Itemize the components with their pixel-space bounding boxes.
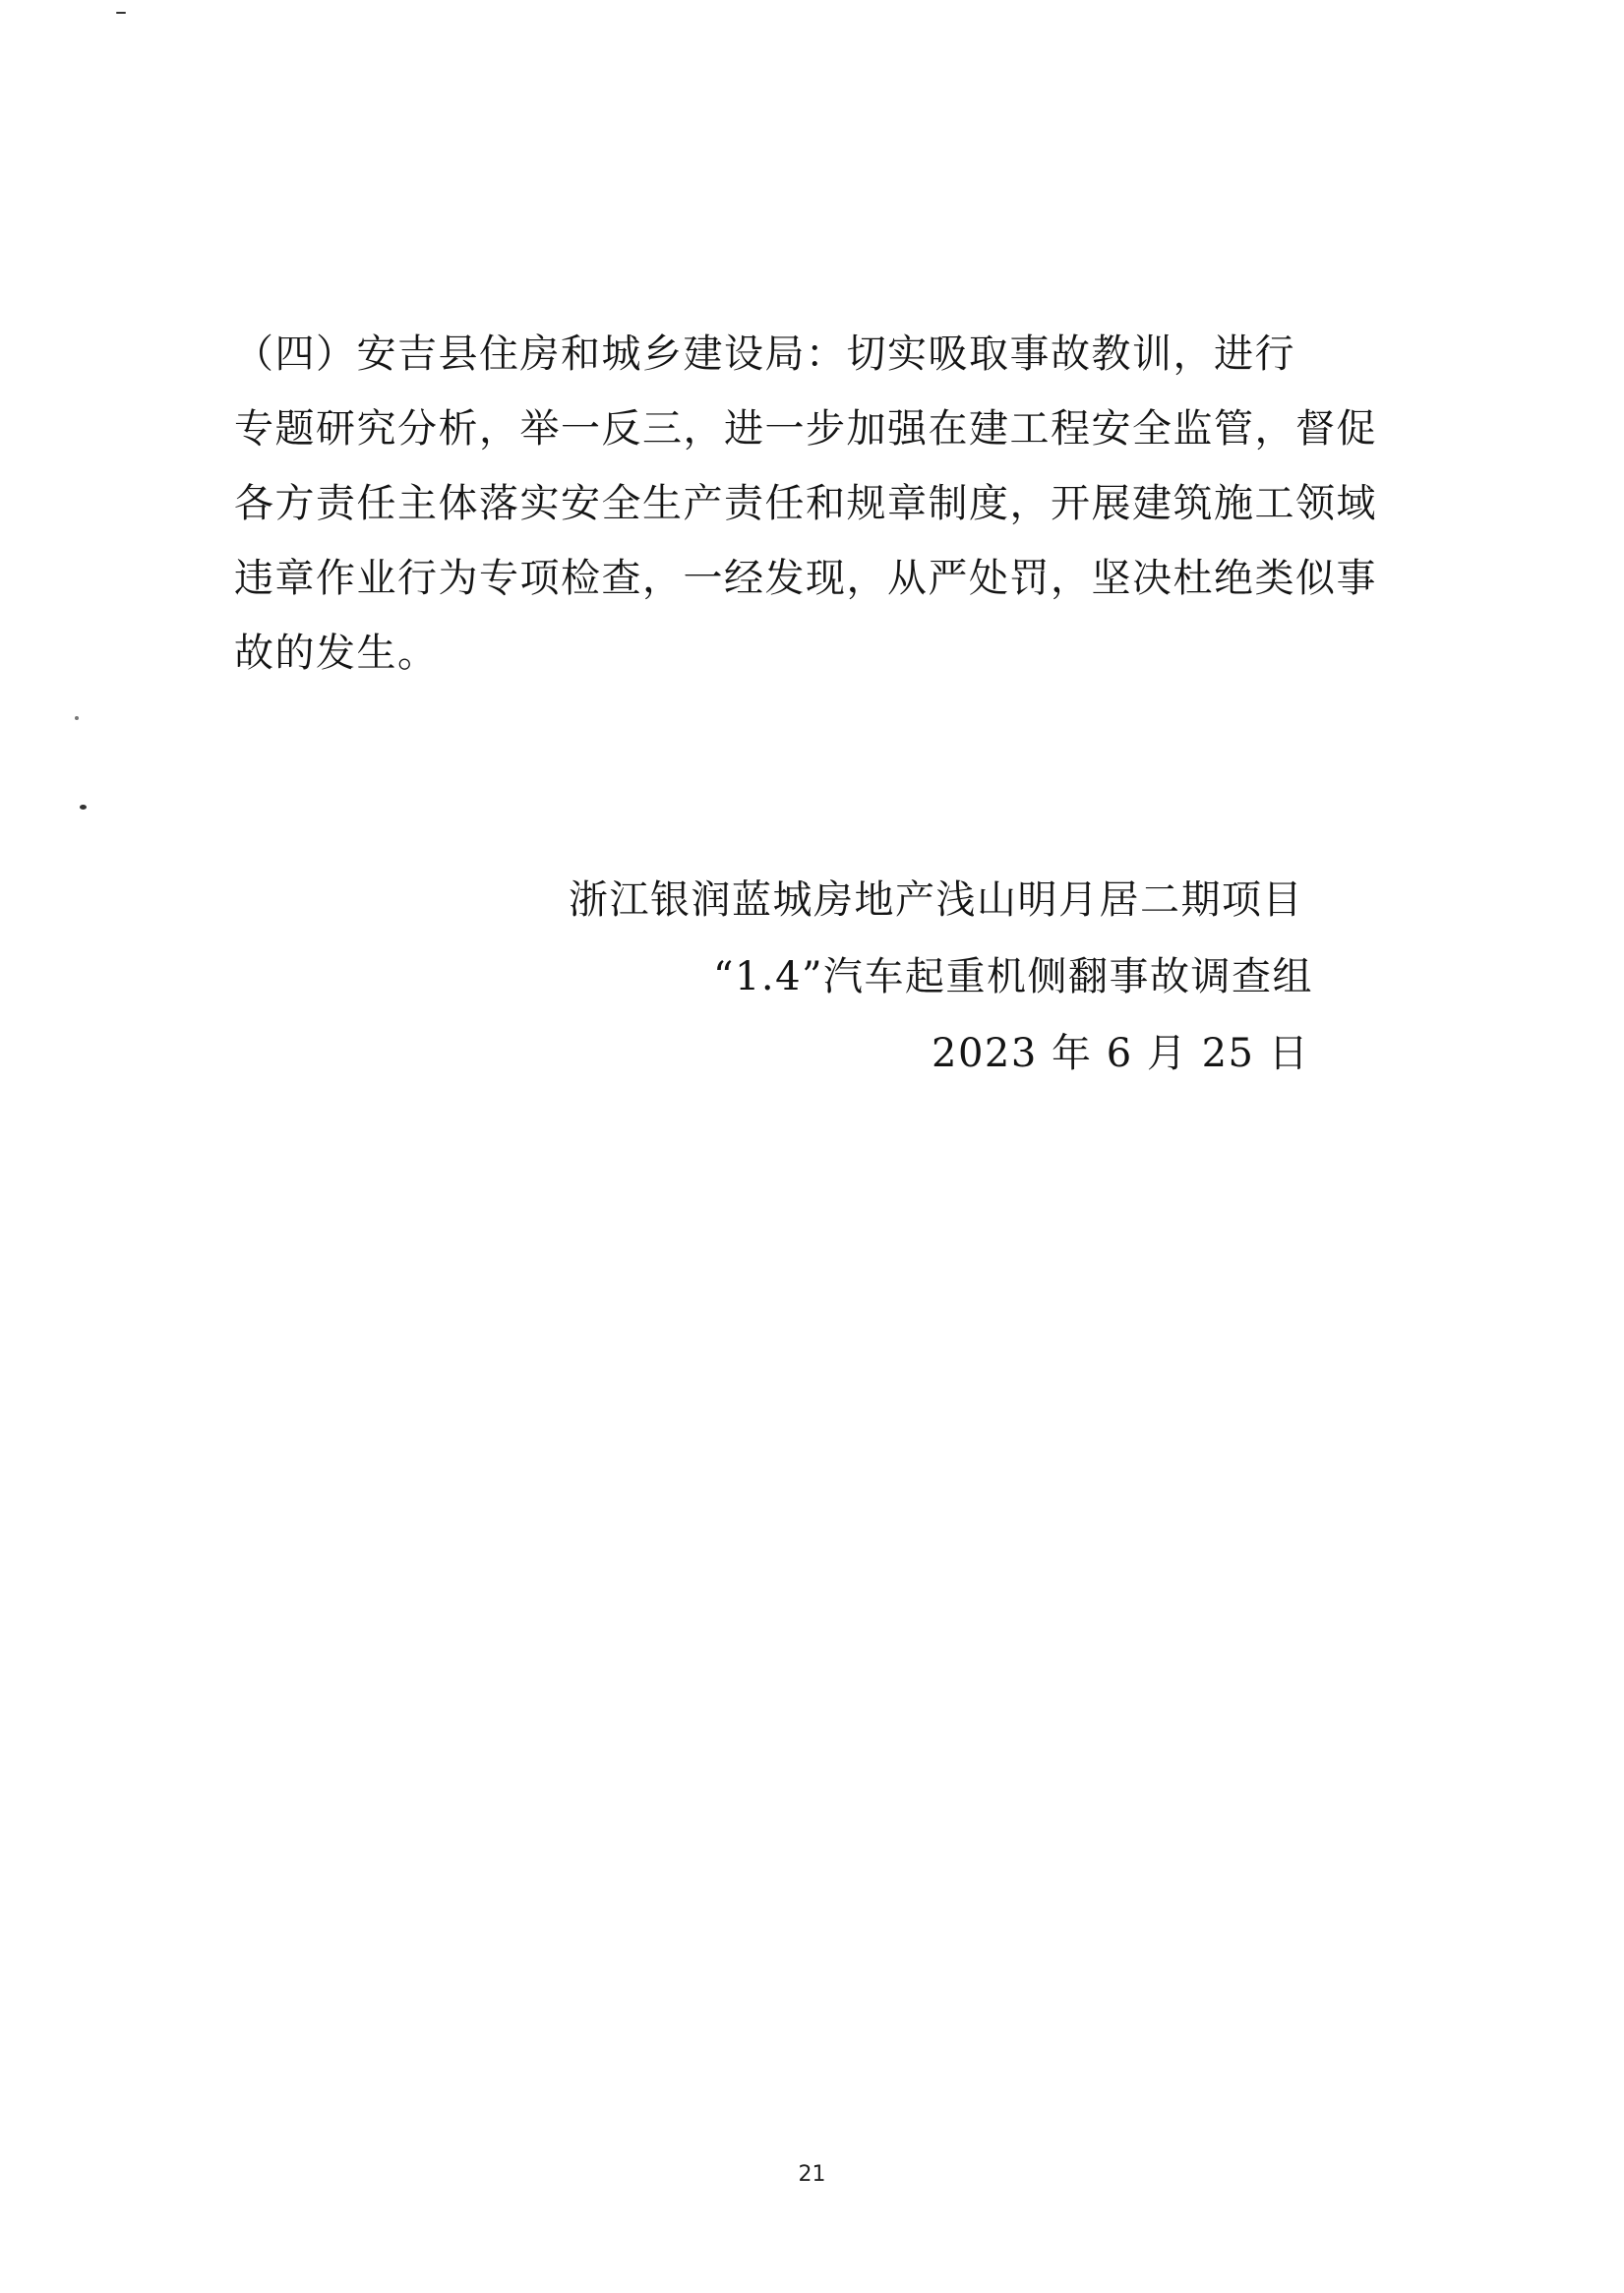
body-line: 专题研究分析，举一反三，进一步加强在建工程安全监管，督促: [234, 406, 1377, 452]
page-number: 21: [798, 2162, 826, 2187]
signature-organization: 浙江银润蓝城房地产浅山明月居二期项目: [569, 877, 1303, 923]
scan-speck: [80, 805, 87, 810]
body-line: 故的发生。: [234, 631, 439, 676]
body-line: 违章作业行为专项检查，一经发现，从严处罚，坚决杜绝类似事: [234, 556, 1377, 601]
body-paragraph: [234, 317, 1444, 691]
signature-date: 2023 年 6 月 25 日: [932, 1031, 1310, 1076]
scan-speck: [75, 716, 79, 720]
body-line: 各方责任主体落实安全生产责任和规章制度，开展建筑施工领域: [234, 481, 1377, 526]
body-line: （四）安吉县住房和城乡建设局：切实吸取事故教训，进行: [234, 332, 1295, 377]
scan-speck: [116, 12, 126, 14]
signature-team: “1.4”汽车起重机侧翻事故调查组: [713, 954, 1314, 999]
